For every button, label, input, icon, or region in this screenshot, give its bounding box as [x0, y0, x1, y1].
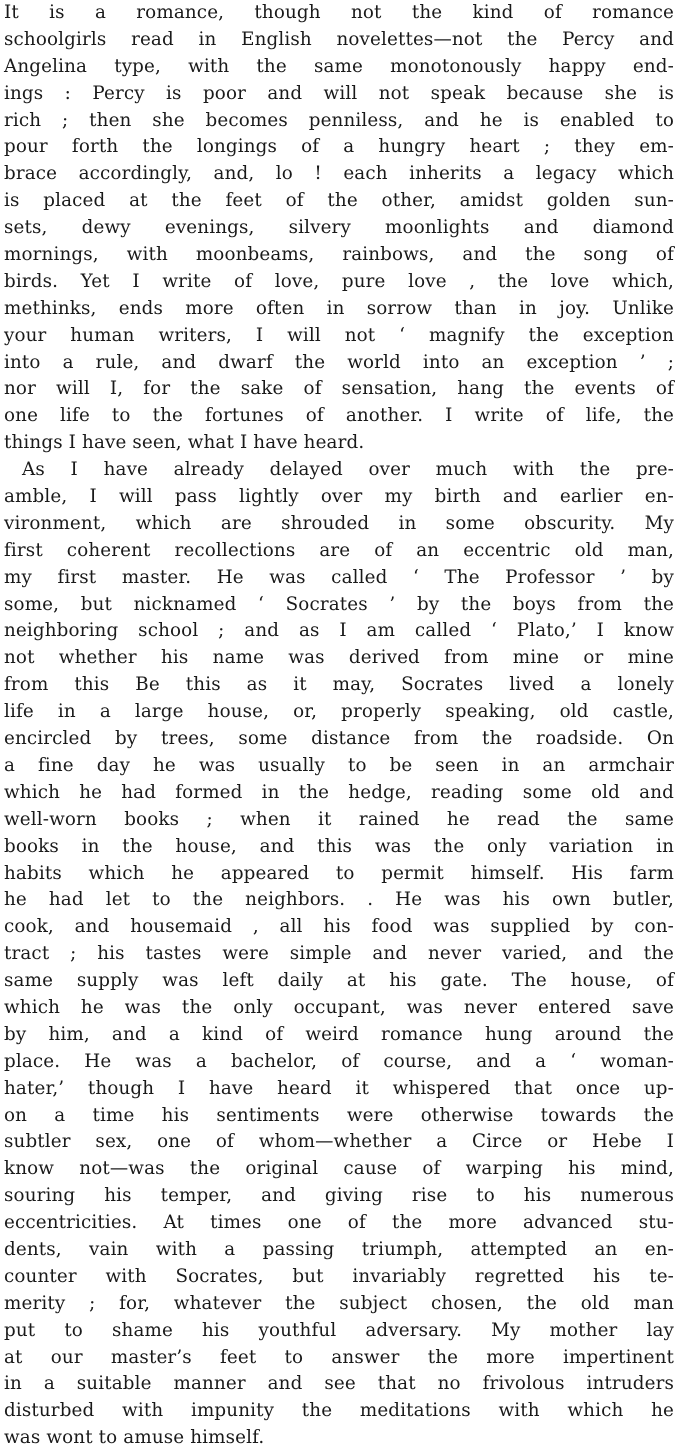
text-line: methinks, ends more often in sorrow than in joy. Unlike	[4, 297, 674, 319]
text-line: things I have seen, what I have heard.	[4, 432, 365, 454]
text-line: put to shame his youthful adversary. My mother lay	[4, 1319, 674, 1341]
text-line: souring his temper, and giving rise to his numerous	[4, 1185, 674, 1207]
text-line: nor will I, for the sake of sensation, hang the events of	[4, 378, 674, 400]
text-line: dents, vain with a passing triumph, attempted an en-	[4, 1238, 674, 1260]
text-line: your human writers, I will not ‘ magnify the exception	[4, 324, 674, 346]
text-line: ings : Percy is poor and will not speak because she is	[4, 82, 674, 104]
paragraph	[4, 457, 674, 1452]
text-line: rich ; then she becomes penniless, and he is enabled to	[4, 109, 674, 131]
paragraph	[4, 0, 674, 457]
text-line: well-worn books ; when it rained he read the same	[4, 808, 674, 830]
text-line: which he had formed in the hedge, reading some old and	[4, 781, 674, 803]
text-line: a fine day he was usually to be seen in an armchair	[4, 754, 674, 776]
text-line: know not—was the original cause of warping his mind,	[4, 1158, 674, 1180]
text-line: one life to the fortunes of another. I write of life, the	[4, 405, 674, 427]
text-line: encircled by trees, some distance from the roadside. On	[4, 728, 674, 750]
text-line: sets, dewy evenings, silvery moonlights and diamond	[4, 217, 674, 239]
text-line: tract ; his tastes were simple and never varied, and the	[4, 943, 674, 965]
text-line: counter with Socrates, but invariably regretted his te-	[4, 1265, 674, 1287]
text-line: cook, and housemaid , all his food was supplied by con-	[4, 916, 674, 938]
text-line: not whether his name was derived from mine or mine	[4, 647, 674, 669]
text-line: same supply was left daily at his gate. The house, of	[4, 970, 674, 992]
text-line: brace accordingly, and, lo ! each inherits a legacy which	[4, 163, 674, 185]
text-line: into a rule, and dwarf the world into an exception ’ ;	[4, 351, 674, 373]
text-line: my first master. He was called ‘ The Professor ’ by	[4, 566, 674, 588]
text-line: books in the house, and this was the only variation in	[4, 835, 674, 857]
text-line: by him, and a kind of weird romance hung around the	[4, 1023, 674, 1045]
text-line: life in a large house, or, properly speaking, old castle,	[4, 701, 674, 723]
text-line: eccentricities. At times one of the more advanced stu-	[4, 1212, 674, 1234]
text-line: neighboring school ; and as I am called ‘ Plato,’ I know	[4, 620, 674, 642]
text-line: was wont to amuse himself.	[4, 1427, 265, 1449]
text-line: It is a romance, though not the kind of romance	[4, 2, 674, 23]
text-line: pour forth the longings of a hungry heart ; they em-	[4, 136, 674, 158]
text-line: As I have already delayed over much with the pre-	[22, 459, 674, 481]
text-line: some, but nicknamed ‘ Socrates ’ by the boys from the	[4, 593, 674, 615]
text-line: he had let to the neighbors. . He was his own butler,	[4, 889, 674, 911]
text-line: schoolgirls read in English novelettes—not the Percy and	[4, 28, 674, 50]
text-line: first coherent recollections are of an eccentric old man,	[4, 539, 674, 561]
text-line: place. He was a bachelor, of course, and a ‘ woman-	[4, 1050, 674, 1072]
text-line: in a suitable manner and see that no frivolous intruders	[4, 1373, 674, 1395]
text-line: at our master’s feet to answer the more impertinent	[4, 1346, 674, 1368]
text-line: is placed at the feet of the other, amidst golden sun-	[4, 190, 674, 212]
text-line: Angelina type, with the same monotonously happy end-	[4, 55, 674, 77]
text-line: amble, I will pass lightly over my birth and earlier en-	[4, 486, 674, 508]
text-line: vironment, which are shrouded in some obscurity. My	[4, 512, 674, 534]
text-line: habits which he appeared to permit himself. His farm	[4, 862, 674, 884]
text-line: subtler sex, one of whom—whether a Circe or Hebe I	[4, 1131, 674, 1153]
text-line: merity ; for, whatever the subject chosen, the old man	[4, 1292, 674, 1314]
text-line: birds. Yet I write of love, pure love , the love which,	[4, 270, 674, 292]
text-line: which he was the only occupant, was never entered save	[4, 996, 674, 1018]
text-line: hater,’ though I have heard it whispered that once up-	[4, 1077, 674, 1099]
article-column	[4, 0, 674, 1452]
text-line: mornings, with moonbeams, rainbows, and the song of	[4, 244, 674, 266]
text-line: from this Be this as it may, Socrates lived a lonely	[4, 674, 674, 696]
text-line: disturbed with impunity the meditations with which he	[4, 1400, 674, 1422]
text-line: on a time his sentiments were otherwise towards the	[4, 1104, 674, 1126]
